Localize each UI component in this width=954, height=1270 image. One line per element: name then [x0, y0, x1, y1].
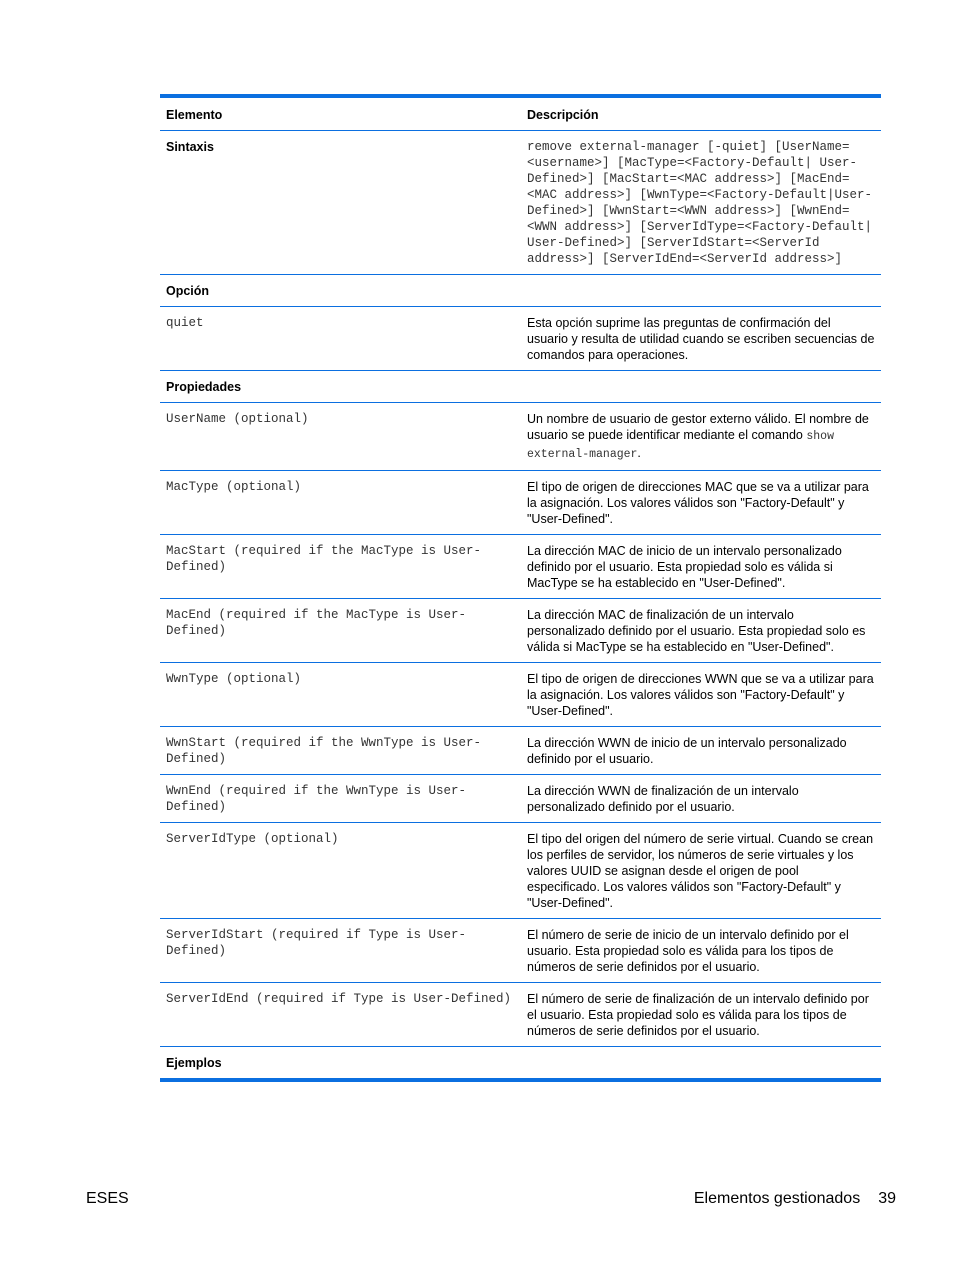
property-name: ServerIdStart (required if Type is User-Defined)	[160, 919, 521, 983]
page-number: 39	[878, 1190, 896, 1207]
username-desc-end: .	[637, 446, 641, 460]
table-row	[160, 823, 881, 919]
footer-section-title: Elementos gestionados	[693, 1190, 861, 1207]
option-name: quiet	[160, 307, 521, 371]
table-row	[160, 983, 881, 1047]
table-row	[160, 919, 881, 983]
property-name: WwnType (optional)	[160, 663, 521, 727]
option-section-row	[160, 275, 881, 307]
property-description: El tipo de origen de direcciones WWN que se va a utilizar para la asignación. Los valores válidos son "Factory-Default" y "User-Defined".	[521, 663, 881, 727]
table-row	[160, 535, 881, 599]
username-desc-code: show external-manager	[527, 430, 834, 461]
header-descripcion: Descripción	[521, 96, 881, 131]
examples-section-label: Ejemplos	[166, 1056, 222, 1070]
header-elemento: Elemento	[160, 96, 521, 131]
property-description: La dirección MAC de finalización de un intervalo personalizado definido por el usuario. Esta propiedad solo es válida si MacType se ha establecido en "User-Defined".	[521, 599, 881, 663]
syntax-label: Sintaxis	[160, 131, 521, 275]
option-section-label: Opción	[160, 275, 521, 307]
footer-section	[694, 1190, 896, 1208]
property-description: El tipo de origen de direcciones MAC que se va a utilizar para la asignación. Los valores válidos son "Factory-Default" y "User-Defined".	[521, 471, 881, 535]
properties-section-label: Propiedades	[160, 371, 521, 403]
examples-section-row	[160, 1047, 881, 1081]
property-description: El tipo del origen del número de serie virtual. Cuando se crean los perfiles de servidor, los números de serie virtuales y los valores UUID se asignan desde el origen de pool especificado. Los valores válidos son "Factory-Default" y "User-Defined".	[521, 823, 881, 919]
property-name: ServerIdEnd (required if Type is User-Defined)	[160, 983, 521, 1047]
table-row	[160, 471, 881, 535]
option-description: Esta opción suprime las preguntas de confirmación del usuario y resulta de utilidad cuando se escriben secuencias de comandos para operaciones.	[521, 307, 881, 371]
property-name: UserName (optional)	[160, 403, 521, 471]
property-name: MacStart (required if the MacType is User-Defined)	[160, 535, 521, 599]
property-description: La dirección WWN de finalización de un intervalo personalizado definido por el usuario.	[521, 775, 881, 823]
table-row	[160, 403, 881, 471]
username-desc-text: Un nombre de usuario de gestor externo válido. El nombre de usuario se puede identificar mediante el comando	[527, 412, 869, 442]
table-row	[160, 775, 881, 823]
property-name: ServerIdType (optional)	[160, 823, 521, 919]
property-description: El número de serie de finalización de un intervalo definido por el usuario. Esta propiedad solo es válida para los tipos de números de serie definidos por el usuario.	[521, 983, 881, 1047]
properties-section-row	[160, 371, 881, 403]
table-header-row	[160, 96, 881, 131]
command-table	[160, 94, 881, 1082]
property-name: MacType (optional)	[160, 471, 521, 535]
property-description: La dirección WWN de inicio de un intervalo personalizado definido por el usuario.	[521, 727, 881, 775]
syntax-row	[160, 131, 881, 275]
property-description: La dirección MAC de inicio de un intervalo personalizado definido por el usuario. Esta propiedad solo es válida si MacType se ha establecido en "User-Defined".	[521, 535, 881, 599]
table-row	[160, 663, 881, 727]
syntax-code: remove external-manager [-quiet] [UserName=<username>] [MacType=<Factory-Default| User-Defined>] [MacStart=<MAC address>] [MacEnd=<MAC address>] [WwnType=<Factory-Default|User-Defined>] [WwnStart=<WWN address>] [WwnEnd=<WWN address>] [ServerIdType=<Factory-Default| User-Defined>] [ServerIdStart=<ServerId address>] [ServerIdEnd=<ServerId address>]	[521, 131, 881, 275]
property-description	[521, 403, 881, 471]
property-name: MacEnd (required if the MacType is User-Defined)	[160, 599, 521, 663]
table-row	[160, 727, 881, 775]
table-row	[160, 599, 881, 663]
property-name: WwnStart (required if the WwnType is User-Defined)	[160, 727, 521, 775]
footer-locale: ESES	[86, 1190, 129, 1207]
property-name: WwnEnd (required if the WwnType is User-Defined)	[160, 775, 521, 823]
property-description: El número de serie de inicio de un intervalo definido por el usuario. Esta propiedad solo es válida para los tipos de números de serie definidos por el usuario.	[521, 919, 881, 983]
table-row	[160, 307, 881, 371]
